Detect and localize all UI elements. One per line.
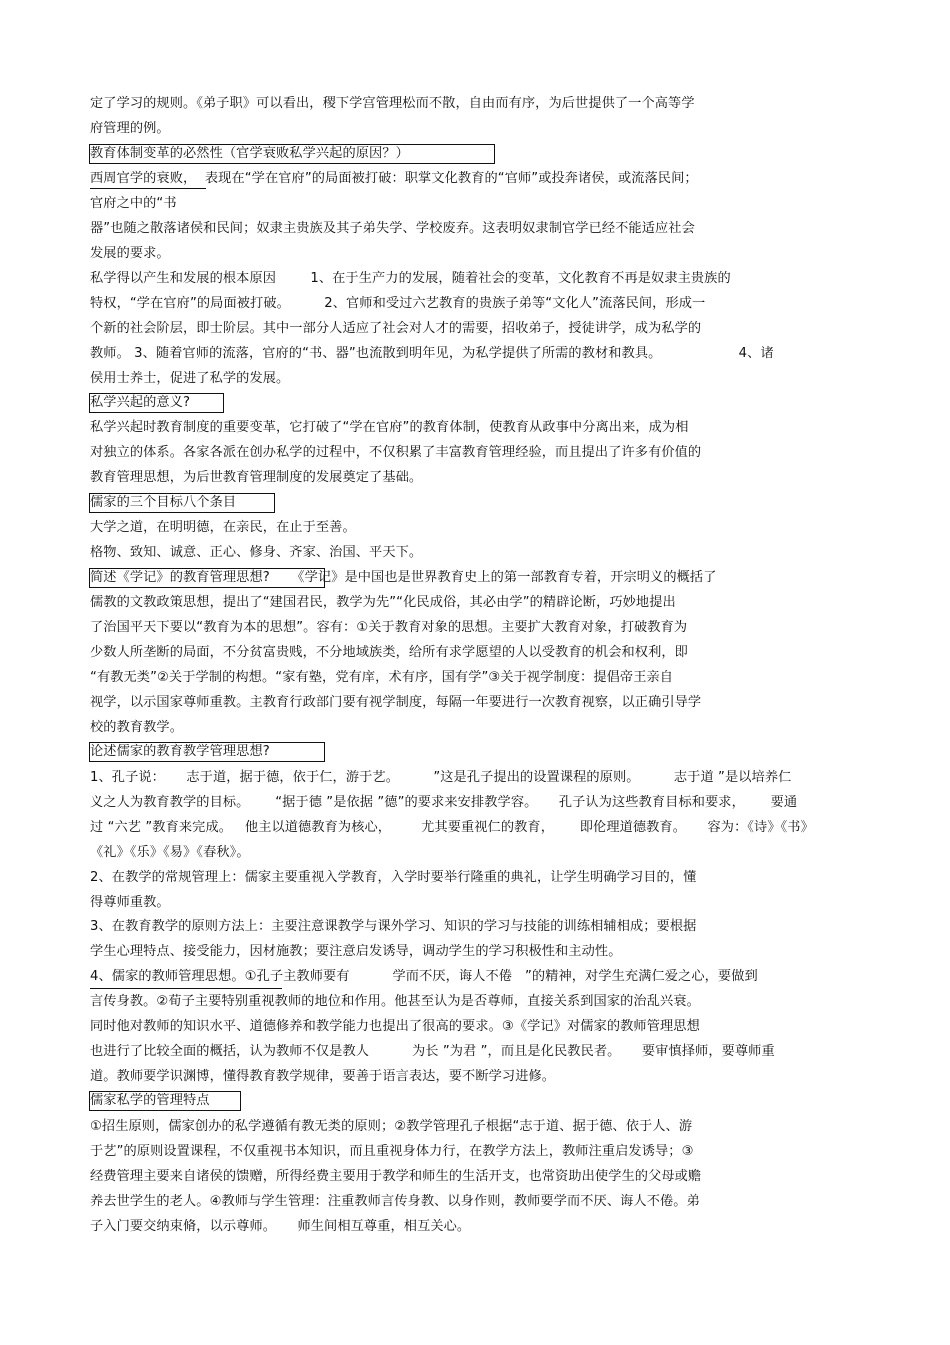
underline: [90, 188, 206, 189]
text-line: “有教无类”②关于学制的构想。“家有塾，党有庠，术有序，国有学”③关于视学制度：提倡帝王亲自: [90, 670, 674, 685]
text-line: 大学之道，在明明德，在亲民，在止于至善。: [90, 520, 356, 535]
text-line: 过 “六艺 ”教育来完成。 他主以道德教育为核心， 尤其要重视仁的教育， 即伦理道德教育。 容为：《诗》《书》: [90, 820, 814, 835]
text-line: 同时他对教师的知识水平、道德修养和教学能力也提出了很高的要求。③《学记》对儒家的教师管理思想: [90, 1019, 700, 1034]
text-line: 养去世学生的老人。④教师与学生管理：注重教师言传身教、以身作则，教师要学而不厌、诲人不倦。弟: [90, 1194, 700, 1209]
text-line: 器”也随之散落诸侯和民间；奴隶主贵族及其子弟失学、学校废弃。这表明奴隶制官学已经不能适应社会: [90, 221, 695, 236]
text-line: 教育管理思想，为后世教育管理制度的发展奠定了基础。: [90, 470, 423, 485]
text-line: 府管理的例。: [90, 121, 170, 136]
text-line: 定了学习的规则。《弟子职》可以看出，稷下学宫管理松而不散，自由而有序，为后世提供了一个高等学: [90, 96, 695, 111]
text-line: 得尊师重教。: [90, 895, 170, 910]
text-line: 私学得以产生和发展的根本原因 1、在于生产力的发展，随着社会的变革，文化教育不再是奴隶主贵族的: [90, 271, 731, 286]
text-line: 言传身教。②荀子主要特别重视教师的地位和作用。他甚至认为是否尊师，直接关系到国家的治乱兴衰。: [90, 994, 700, 1009]
text-line: 侯用士养士，促进了私学的发展。: [90, 371, 290, 386]
text-line: 《礼》《乐》《易》《春秋》。: [90, 845, 250, 860]
text-line: 格物、致知、诚意、正心、修身、齐家、治国、平天下。: [90, 545, 423, 560]
text-line: 个新的社会阶层，即士阶层。其中一部分人适应了社会对人才的需要，招收弟子，授徒讲学，成为私学的: [90, 321, 702, 336]
text-line: 教师。 3、随着官师的流落，官府的“书、器”也流散到明年见，为私学提供了所需的教材和教具。 4、诸: [90, 346, 774, 361]
text-line: 对独立的体系。各家各派在创办私学的过程中，不仅积累了丰富教育管理经验，而且提出了许多有价值的: [90, 445, 702, 460]
text-line: 也进行了比较全面的概括，认为教师不仅是教人 为长 ”为君 ”，而且是化民教民者。 要审慎择师，要尊师重: [90, 1044, 775, 1059]
text-line: 了治国平天下要以“教育为本的思想”。容有：①关于教育对象的思想。主要扩大教育对象，打破教育为: [90, 620, 688, 635]
section-heading: 简述《学记》的教育管理思想? 《学记》是中国也是世界教育史上的第一部教育专着，开宗明义的概括了: [90, 570, 717, 585]
text-line: ①招生原则，儒家创办的私学遵循有教无类的原则；②教学管理孔子根据“志于道、据于德、依于人、游: [90, 1119, 693, 1134]
text-line: 4、儒家的教师管理思想。①孔子主教师要有 学而不厌，诲人不倦 ”的精神，对学生充满仁爱之心，要做到: [90, 969, 758, 984]
text-line: 发展的要求。: [90, 246, 170, 261]
text-line: 1、孔子说： 志于道，据于德，依于仁，游于艺。 ”这是孔子提出的设置课程的原则。 志于道 ”是以培养仁: [90, 770, 792, 785]
text-line: 道。教师要学识渊博，懂得教育教学规律，要善于语言表达，要不断学习进修。: [90, 1069, 556, 1084]
text-line: 官府之中的“书: [90, 196, 177, 211]
section-heading: 儒家私学的管理特点: [90, 1093, 210, 1108]
text-line: 于艺”的原则设置课程，不仅重视书本知识，而且重视身体力行，在教学方法上，教师注重启发诱导；③: [90, 1144, 694, 1159]
text-line: 少数人所垄断的局面，不分贫富贵贱，不分地域族类，给所有求学愿望的人以受教育的机会和权利，即: [90, 645, 688, 660]
text-line: 西周官学的衰败， 表现在“学在官府”的局面被打破：职掌文化教育的“官师”或投奔诸侯，或流落民间；: [90, 171, 698, 186]
text-line: 义之人为教育教学的目标。 “据于德 ”是依据 ”德”的要求来安排教学容。 孔子认为这些教育目标和要求， 要通: [90, 795, 798, 810]
text-line: 2、在教学的常规管理上：儒家主要重视入学教育，入学时要举行隆重的典礼，让学生明确学习目的，懂: [90, 870, 697, 885]
text-line: 3、在教育教学的原则方法上：主要注意课教学与课外学习、知识的学习与技能的训练相辅相成；要根据: [90, 919, 697, 934]
text-line: 校的教育教学。: [90, 720, 184, 735]
text-line: 学生心理特点、接受能力，因材施教；要注意启发诱导，调动学生的学习积极性和主动性。: [90, 944, 622, 959]
text-line: 视学，以示国家尊师重教。主教育行政部门要有视学制度，每隔一年要进行一次教育视察，以正确引导学: [90, 695, 702, 710]
text-line: 经费管理主要来自诸侯的馈赠，所得经费主要用于教学和师生的生活开支，也常资助出使学生的父母或赡: [90, 1169, 702, 1184]
text-line: 私学兴起时教育制度的重要变革，它打破了“学在官府”的教育体制，使教育从政事中分离出来，成为相: [90, 420, 689, 435]
text-line: 特权，“学在官府”的局面被打破。 2、官师和受过六艺教育的贵族子弟等“文化人”流落民间，形成一: [90, 296, 706, 311]
text-line: 子入门要交纳束脩，以示尊师。 师生间相互尊重，相互关心。: [90, 1219, 471, 1234]
section-heading: 私学兴起的意义?: [90, 395, 191, 410]
underline: [90, 988, 282, 989]
section-heading: 论述儒家的教育教学管理思想?: [90, 744, 270, 759]
section-heading: 儒家的三个目标八个条目: [90, 495, 237, 510]
text-line: 儒教的文教政策思想，提出了“建国君民，教学为先”“化民成俗，其必由学”的精辟论断，巧妙地提出: [90, 595, 676, 610]
section-heading: 教育体制变革的必然性（官学衰败私学兴起的原因？）: [90, 146, 409, 161]
